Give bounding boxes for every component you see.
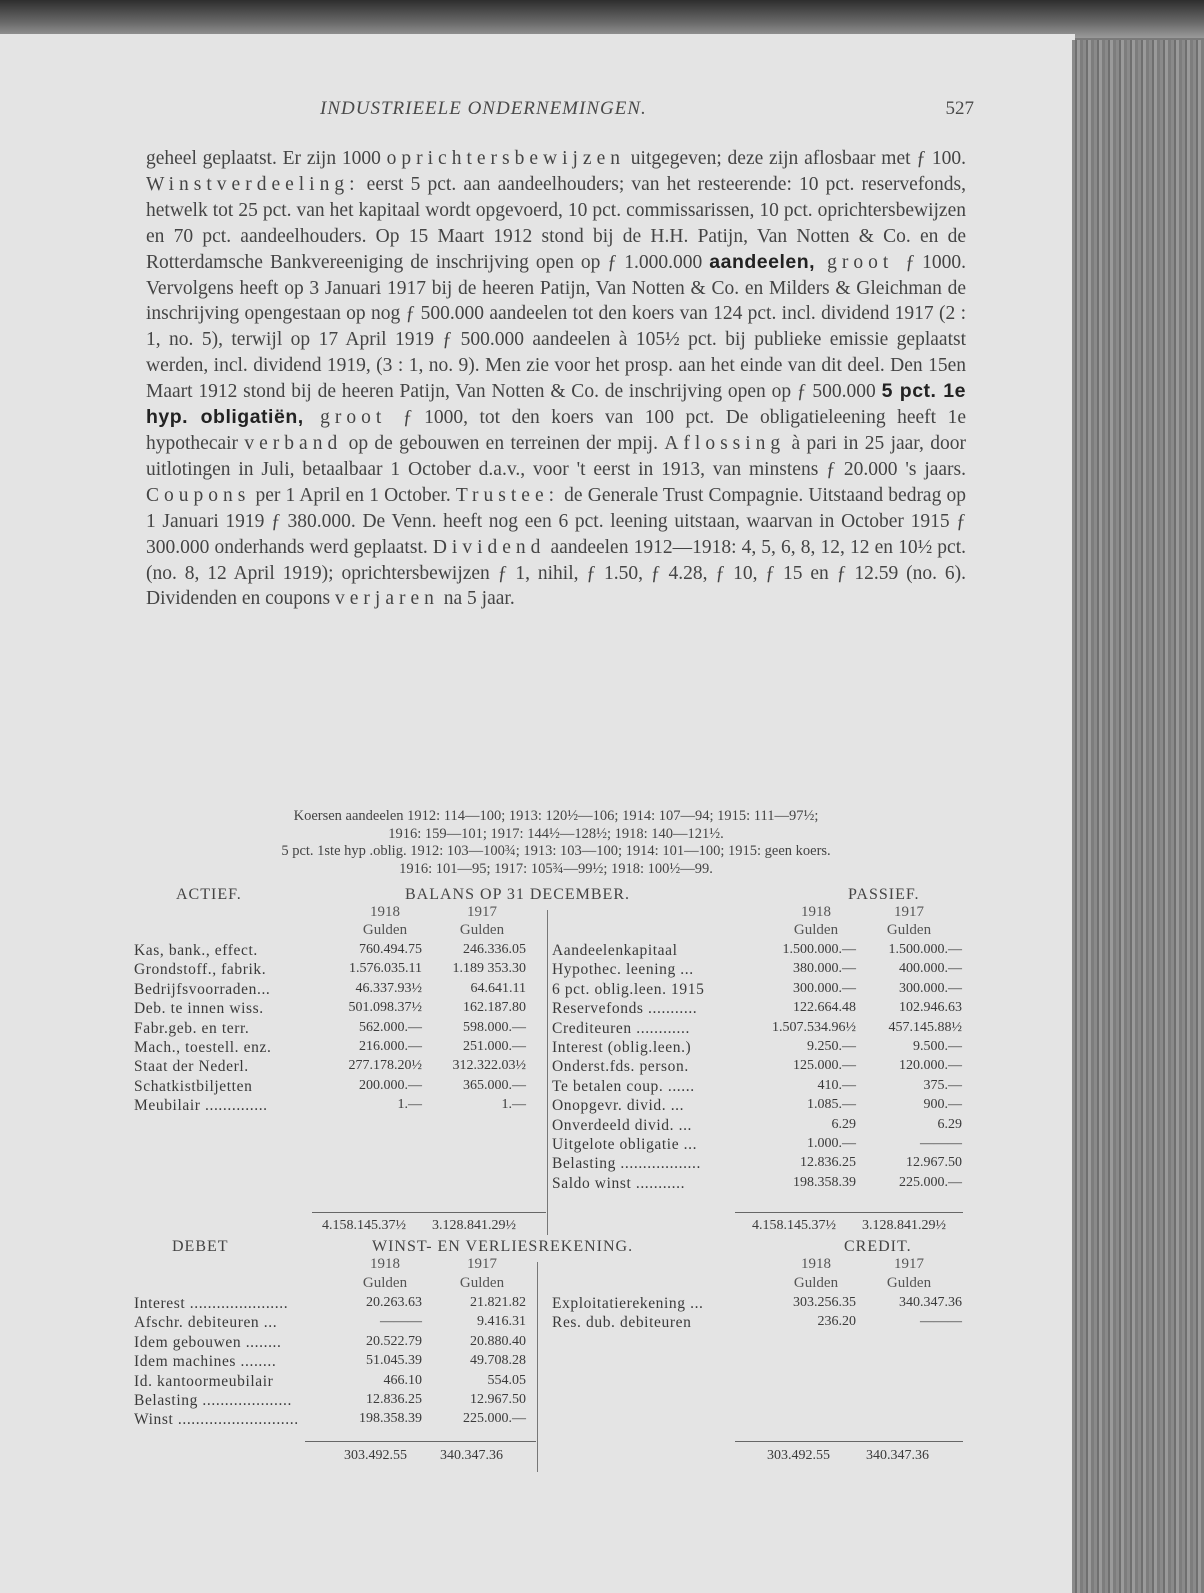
table-row (134, 1000, 530, 1019)
value-1917: 20.880.40 (470, 1333, 526, 1349)
total-liabilities-1917: 3.128.841.29½ (862, 1218, 946, 1233)
row-label: Schatkistbiljetten (134, 1077, 253, 1095)
value-1917: 400.000.— (899, 961, 962, 977)
row-label: Id. kantoormeubilair (134, 1372, 274, 1390)
table-row (552, 1000, 962, 1019)
table-row (134, 981, 530, 1000)
value-1917: ——— (920, 1314, 962, 1330)
table-row (552, 1058, 962, 1077)
table-row (134, 961, 530, 980)
total-credit-1918: 303.492.55 (767, 1448, 830, 1463)
total-assets-1917: 3.128.841.29½ (432, 1218, 516, 1233)
row-label: Interest (oblig.leen.) (552, 1039, 692, 1056)
table-row (134, 1392, 530, 1411)
table-row (134, 942, 530, 961)
value-1917: 246.336.05 (463, 942, 526, 957)
value-1918: 6.29 (831, 1116, 856, 1132)
table-row (134, 1334, 530, 1353)
table-row (134, 1411, 530, 1430)
row-label: Aandeelenkapitaal (552, 942, 678, 959)
page-header (130, 98, 976, 122)
total-liabilities-1918: 4.158.145.37½ (752, 1218, 836, 1233)
value-1917: 1.500.000.— (888, 942, 962, 957)
value-1918: 200.000.— (359, 1077, 422, 1093)
book-top-edge (0, 0, 1204, 38)
value-1917: 312.322.03½ (452, 1058, 526, 1074)
table-row (552, 961, 962, 980)
value-1918: 466.10 (383, 1372, 422, 1388)
row-label: Crediteuren ............ (552, 1019, 690, 1037)
value-1917: 300.000.— (899, 980, 962, 996)
value-1918: 12.836.25 (366, 1392, 422, 1407)
running-title: INDUSTRIEELE ONDERNEMINGEN. (320, 98, 647, 119)
value-1917: 12.967.50 (470, 1392, 526, 1407)
row-label: Belasting .................... (134, 1392, 292, 1409)
row-label: Te betalen coup. ...... (552, 1077, 695, 1095)
table-row (552, 1295, 962, 1314)
value-1918: 410.— (817, 1077, 856, 1093)
row-label: Kas, bank., effect. (134, 942, 258, 959)
table-row (552, 1078, 962, 1097)
row-label: Uitgelote obligatie ... (552, 1136, 698, 1153)
row-label: Idem gebouwen ........ (134, 1333, 282, 1351)
value-1918: 303.256.35 (793, 1295, 856, 1310)
row-label: Grondstoff., fabrik. (134, 961, 267, 979)
value-1917: 49.708.28 (470, 1353, 526, 1369)
value-1917: 900.— (923, 1097, 962, 1113)
bold-aandeelen: aandeelen, (709, 250, 816, 273)
value-1918: 1.576.035.11 (349, 961, 422, 977)
table-row (552, 1314, 962, 1333)
value-1917: 162.187.80 (463, 1000, 526, 1016)
book-page-edges (1072, 40, 1204, 1593)
row-label: Afschr. debiteuren ... (134, 1314, 278, 1332)
value-1918: 216.000.— (359, 1039, 422, 1054)
table-row (134, 1078, 530, 1097)
row-label: Onverdeeld divid. ... (552, 1116, 693, 1134)
value-1918: 380.000.— (793, 961, 856, 977)
row-label: Saldo winst ........... (552, 1174, 686, 1192)
value-1918: 562.000.— (359, 1019, 422, 1035)
table-row (134, 1097, 530, 1116)
row-label: Interest ...................... (134, 1295, 289, 1312)
value-1918: 1.— (397, 1097, 422, 1113)
value-1917: 225.000.— (899, 1174, 962, 1190)
table-row (552, 942, 962, 961)
value-1918: 1.507.534.96½ (772, 1019, 856, 1035)
table-row (552, 1020, 962, 1039)
value-1918: 125.000.— (793, 1058, 856, 1074)
value-1917: 9.500.— (913, 1039, 962, 1054)
value-1917: 1.189 353.30 (452, 961, 526, 977)
table-row (552, 1039, 962, 1058)
value-1918: ——— (380, 1314, 422, 1330)
value-1917: 457.145.88½ (888, 1019, 962, 1035)
total-debit-1917: 340.347.36 (440, 1448, 503, 1463)
row-label: Deb. te innen wiss. (134, 1000, 264, 1018)
table-row (134, 1020, 530, 1039)
value-1918: 236.20 (817, 1314, 856, 1330)
page-number: 527 (945, 98, 974, 119)
total-rule (305, 1441, 536, 1442)
body-text (146, 146, 966, 612)
total-rule (312, 1212, 546, 1213)
value-1918: 51.045.39 (366, 1353, 422, 1369)
value-1918: 9.250.— (807, 1039, 856, 1054)
column-divider (547, 910, 548, 1235)
value-1917: 554.05 (487, 1372, 526, 1388)
value-1917: 6.29 (937, 1116, 962, 1132)
value-1917: ——— (920, 1136, 962, 1151)
value-1917: 340.347.36 (899, 1295, 962, 1310)
row-label: Reservefonds ........... (552, 1000, 698, 1018)
table-row (134, 1353, 530, 1372)
value-1917: 1.— (501, 1097, 526, 1113)
value-1918: 198.358.39 (359, 1411, 422, 1427)
value-1918: 12.836.25 (800, 1155, 856, 1171)
row-label: Winst ........................... (134, 1411, 299, 1429)
total-debit-1918: 303.492.55 (344, 1448, 407, 1463)
total-assets-1918: 4.158.145.37½ (322, 1218, 406, 1233)
row-label: Mach., toestell. enz. (134, 1039, 272, 1056)
table-row (134, 1373, 530, 1392)
table-row (134, 1039, 530, 1058)
table-row (552, 1117, 962, 1136)
row-label: Bedrijfsvoorraden... (134, 980, 271, 998)
value-1918: 122.664.48 (793, 1000, 856, 1016)
value-1917: 12.967.50 (906, 1155, 962, 1171)
value-1918: 760.494.75 (359, 942, 422, 957)
table-row (134, 1295, 530, 1314)
row-label: Fabr.geb. en terr. (134, 1019, 250, 1037)
table-row (552, 1175, 962, 1194)
total-credit-1917: 340.347.36 (866, 1448, 929, 1463)
value-1918: 1.085.— (807, 1097, 856, 1113)
table-row (134, 1314, 530, 1333)
value-1917: 251.000.— (463, 1039, 526, 1054)
credit-label: CREDIT. (844, 1238, 912, 1255)
value-1918: 46.337.93½ (355, 980, 422, 996)
value-1918: 1.500.000.— (782, 942, 856, 957)
bold-obligatien: 5 pct. 1e hyp. obligatiën, (146, 380, 966, 429)
value-1917: 120.000.— (899, 1058, 962, 1074)
value-1918: 1.000.— (807, 1136, 856, 1151)
table-row (552, 1136, 962, 1155)
row-label: Meubilair .............. (134, 1097, 268, 1115)
profit-loss-title: WINST- EN VERLIESREKENING. (372, 1238, 634, 1255)
body-paragraph: geheel geplaatst. Er zijn 1000 oprichtersbewijzen uitgegeven; deze zijn aflosbaar met ƒ 100. Winstverdeeling: eerst 5 pct. aan aandeelhouders; van het resteerende: 10 pct. reservefonds, hetwelk tot 25 pct. van het kapitaal wordt opgevoerd, 10 pct. commissarissen, 10 pct. oprichtersbewijzen en 70 pct. aandeelhouders. Op 15 Maart 1912 stond bij de H.H. Patijn, Van Notten & Co. en de Rotterdamsche Bankvereeniging de inschrijving open op ƒ 1.000.000 aandeelen, groot ƒ 1000. Vervolgens heeft op 3 Januari 1917 bij de heeren Patijn, Van Notten & Co. en Milders & Gleichman de inschrijving opengestaan op nog ƒ 500.000 aandeelen tot den koers van 124 pct. incl. dividend 1917 (2 : 1, no. 5), terwijl op 17 April 1919 ƒ 500.000 aandeelen à 105½ pct. bij publieke emissie geplaatst werden, incl. dividend 1919, (3 : 1, no. 9). Men zie voor het prosp. aan het einde van dit deel. Den 15en Maart 1912 stond bij de heeren Patijn, Van Notten & Co. de inschrijving open op ƒ 500.000 5 pct. 1e hyp. obligatiën, groot ƒ 1000, tot den koers van 100 pct. De obligatieleening heeft 1e hypothecair verband op de gebouwen en terreinen der mpij. Aflossing à pari in 25 jaar, door uitlotingen in Juli, betaalbaar 1 October d.a.v., voor 't eerst in 1913, van minstens ƒ 20.000 's jaars. Coupons per 1 April en 1 October. Trustee: de Generale Trust Compagnie. Uitstaand bedrag op 1 Januari 1919 ƒ 380.000. De Venn. heeft nog een 6 pct. leening uitstaan, waarvan in October 1915 ƒ 300.000 onderhands werd geplaatst. Dividend aandeelen 1912—1918: 4, 5, 6, 8, 12, 12 en 10½ pct. (no. 8, 12 April 1919); oprichtersbewijzen ƒ 1, nihil, ƒ 1.50, ƒ 4.28, ƒ 10, ƒ 15 en ƒ 12.59 (no. 6). Dividenden en coupons verjaren na 5 jaar. (146, 148, 966, 610)
passief-label: PASSIEF. (848, 886, 920, 903)
value-1917: 598.000.— (463, 1019, 526, 1035)
table-row (552, 1097, 962, 1116)
value-1918: 300.000.— (793, 980, 856, 996)
value-1918: 20.263.63 (366, 1295, 422, 1310)
value-1917: 21.821.82 (470, 1295, 526, 1310)
debet-label: DEBET (172, 1238, 229, 1255)
table-row (552, 1155, 962, 1174)
table-row (552, 981, 962, 1000)
value-1917: 64.641.11 (470, 980, 526, 996)
value-1917: 375.— (923, 1077, 962, 1093)
value-1917: 102.946.63 (899, 1000, 962, 1016)
row-label: Res. dub. debiteuren (552, 1314, 692, 1332)
row-label: Hypothec. leening ... (552, 961, 694, 979)
value-1918: 20.522.79 (366, 1333, 422, 1349)
value-1918: 277.178.20½ (348, 1058, 422, 1074)
value-1917: 365.000.— (463, 1077, 526, 1093)
table-row (134, 1058, 530, 1077)
value-1918: 198.358.39 (793, 1174, 856, 1190)
balance-title: BALANS OP 31 DECEMBER. (405, 886, 630, 903)
row-label: Staat der Nederl. (134, 1058, 249, 1076)
value-1917: 225.000.— (463, 1411, 526, 1427)
row-label: Exploitatierekening ... (552, 1295, 704, 1312)
row-label: Idem machines ........ (134, 1353, 277, 1371)
value-1918: 501.098.37½ (348, 1000, 422, 1016)
total-rule (735, 1441, 963, 1442)
row-label: 6 pct. oblig.leen. 1915 (552, 980, 705, 998)
value-1917: 9.416.31 (477, 1314, 526, 1330)
row-label: Belasting .................. (552, 1155, 701, 1173)
row-label: Onopgevr. divid. ... (552, 1097, 685, 1115)
actief-label: ACTIEF. (176, 886, 242, 903)
total-rule (735, 1212, 963, 1213)
row-label: Onderst.fds. person. (552, 1058, 689, 1076)
price-quotes: Koersen aandeelen 1912: 114—100; 1913: 120½—106; 1914: 107—94; 1915: 111—97½; 1916: 159—101; 1917: 144½—128½; 1918: 140—121½. 5 pct. 1ste hyp .oblig. 1912: 103—100¾; 1913: 103—100; 1914: 101—100; 1915: geen koers. 1916: 101—95; 1917: 105¾—99½; 1918: 100½—99. (281, 808, 831, 877)
column-divider (537, 1262, 538, 1472)
